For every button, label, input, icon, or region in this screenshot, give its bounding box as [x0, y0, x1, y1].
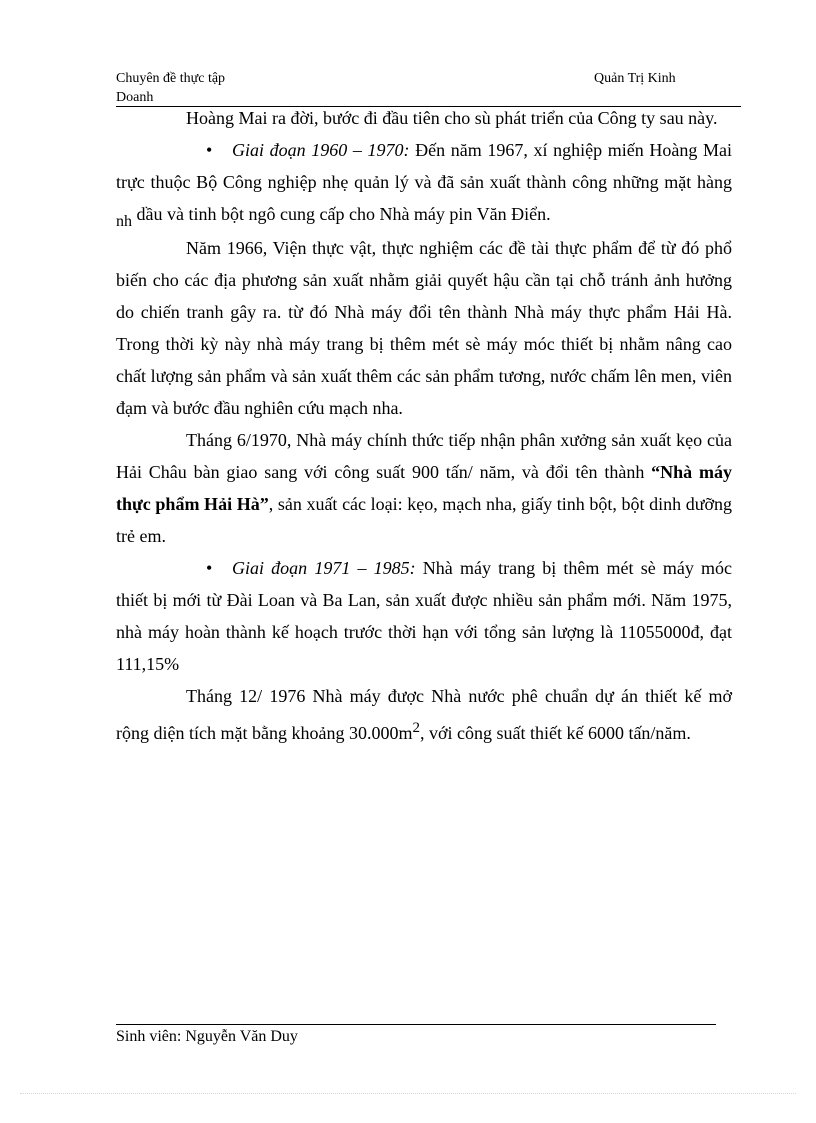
page-body: [116, 102, 732, 749]
bullet-dot-icon: •: [206, 140, 213, 160]
bullet-1-text-a: Đến năm 1967, xí nghiệp miến Hoàng Mai trực thuộc Bộ Công nghiệp nhẹ quản lý và đã sản xuất thành công những mặt hàng: [116, 140, 732, 192]
bullet-1: [116, 134, 732, 232]
header-left-line1: Chuyên đề thực tập: [116, 71, 226, 86]
paragraph-4-text-b: , với công suất thiết kế 6000 tấn/năm.: [419, 723, 691, 743]
paragraph-4-text-a: Tháng 12/ 1976 Nhà máy được Nhà nước phê chuẩn dự án thiết kế mở rộng diện tích mặt bằng khoảng 30.000m: [116, 686, 732, 743]
footer-student: Sinh viên: Nguyễn Văn Duy: [116, 1028, 298, 1045]
header-right: Quản Trị Kinh: [594, 71, 676, 86]
paragraph-3-text-a: Tháng 6/1970, Nhà máy chính thức tiếp nhận phân xưởng sản xuất kẹo của Hải Châu bàn giao sang với công suất 900 tấn/ năm, và đổi tên thành: [116, 430, 732, 482]
header-left-line2: Doanh: [116, 90, 154, 105]
bullet-1-period: Giai đoạn 1960 – 1970:: [232, 140, 410, 160]
paragraph-3-text-b: , sản xuất các loại: kẹo, mạch nha, giấy tinh bột, bột dinh dưỡng trẻ em.: [116, 494, 732, 546]
bullet-1-sub: nh: [116, 213, 132, 230]
paragraph-3: [116, 424, 732, 552]
paragraph-1: Hoàng Mai ra đời, bước đi đầu tiên cho sù phát triển của Công ty sau này.: [186, 108, 718, 128]
page-bottom-divider: [20, 1093, 796, 1094]
footer-rule: [116, 1024, 716, 1025]
bullet-2-period: Giai đoạn 1971 – 1985:: [232, 558, 416, 578]
bullet-1-text-b: dầu và tinh bột ngô cung cấp cho Nhà máy pin Văn Điển.: [132, 204, 551, 224]
paragraph-4-sup: 2: [412, 720, 420, 736]
paragraph-3-bold: “Nhà máy thực phẩm Hải Hà”: [116, 462, 732, 514]
paragraph-2: Năm 1966, Viện thực vật, thực nghiệm các đề tài thực phẩm để từ đó phổ biến cho các địa phương sản xuất nhằm giải quyết hậu cần tại chỗ tránh ảnh hưởng do chiến tranh gây ra. từ đó Nhà máy đổi tên thành Nhà máy thực phẩm Hải Hà. Trong thời kỳ này nhà máy trang bị thêm mét sè máy móc thiết bị nhằm nâng cao chất lượng sản phẩm và sản xuất thêm các sản phẩm tương, nước chấm lên men, viên đạm và bước đầu nghiên cứu mạch nha.: [116, 238, 732, 418]
bullet-2-text: Nhà máy trang bị thêm mét sè máy móc thiết bị mới từ Đài Loan và Ba Lan, sản xuất được nhiều sản phẩm mới. Năm 1975, nhà máy hoàn thành kế hoạch trước thời hạn với tổng sản lượng là 11055000đ, đạt 111,15%: [116, 558, 733, 674]
bullet-dot-icon: •: [206, 558, 213, 578]
bullet-2: [116, 552, 732, 680]
paragraph-4: [116, 680, 732, 749]
